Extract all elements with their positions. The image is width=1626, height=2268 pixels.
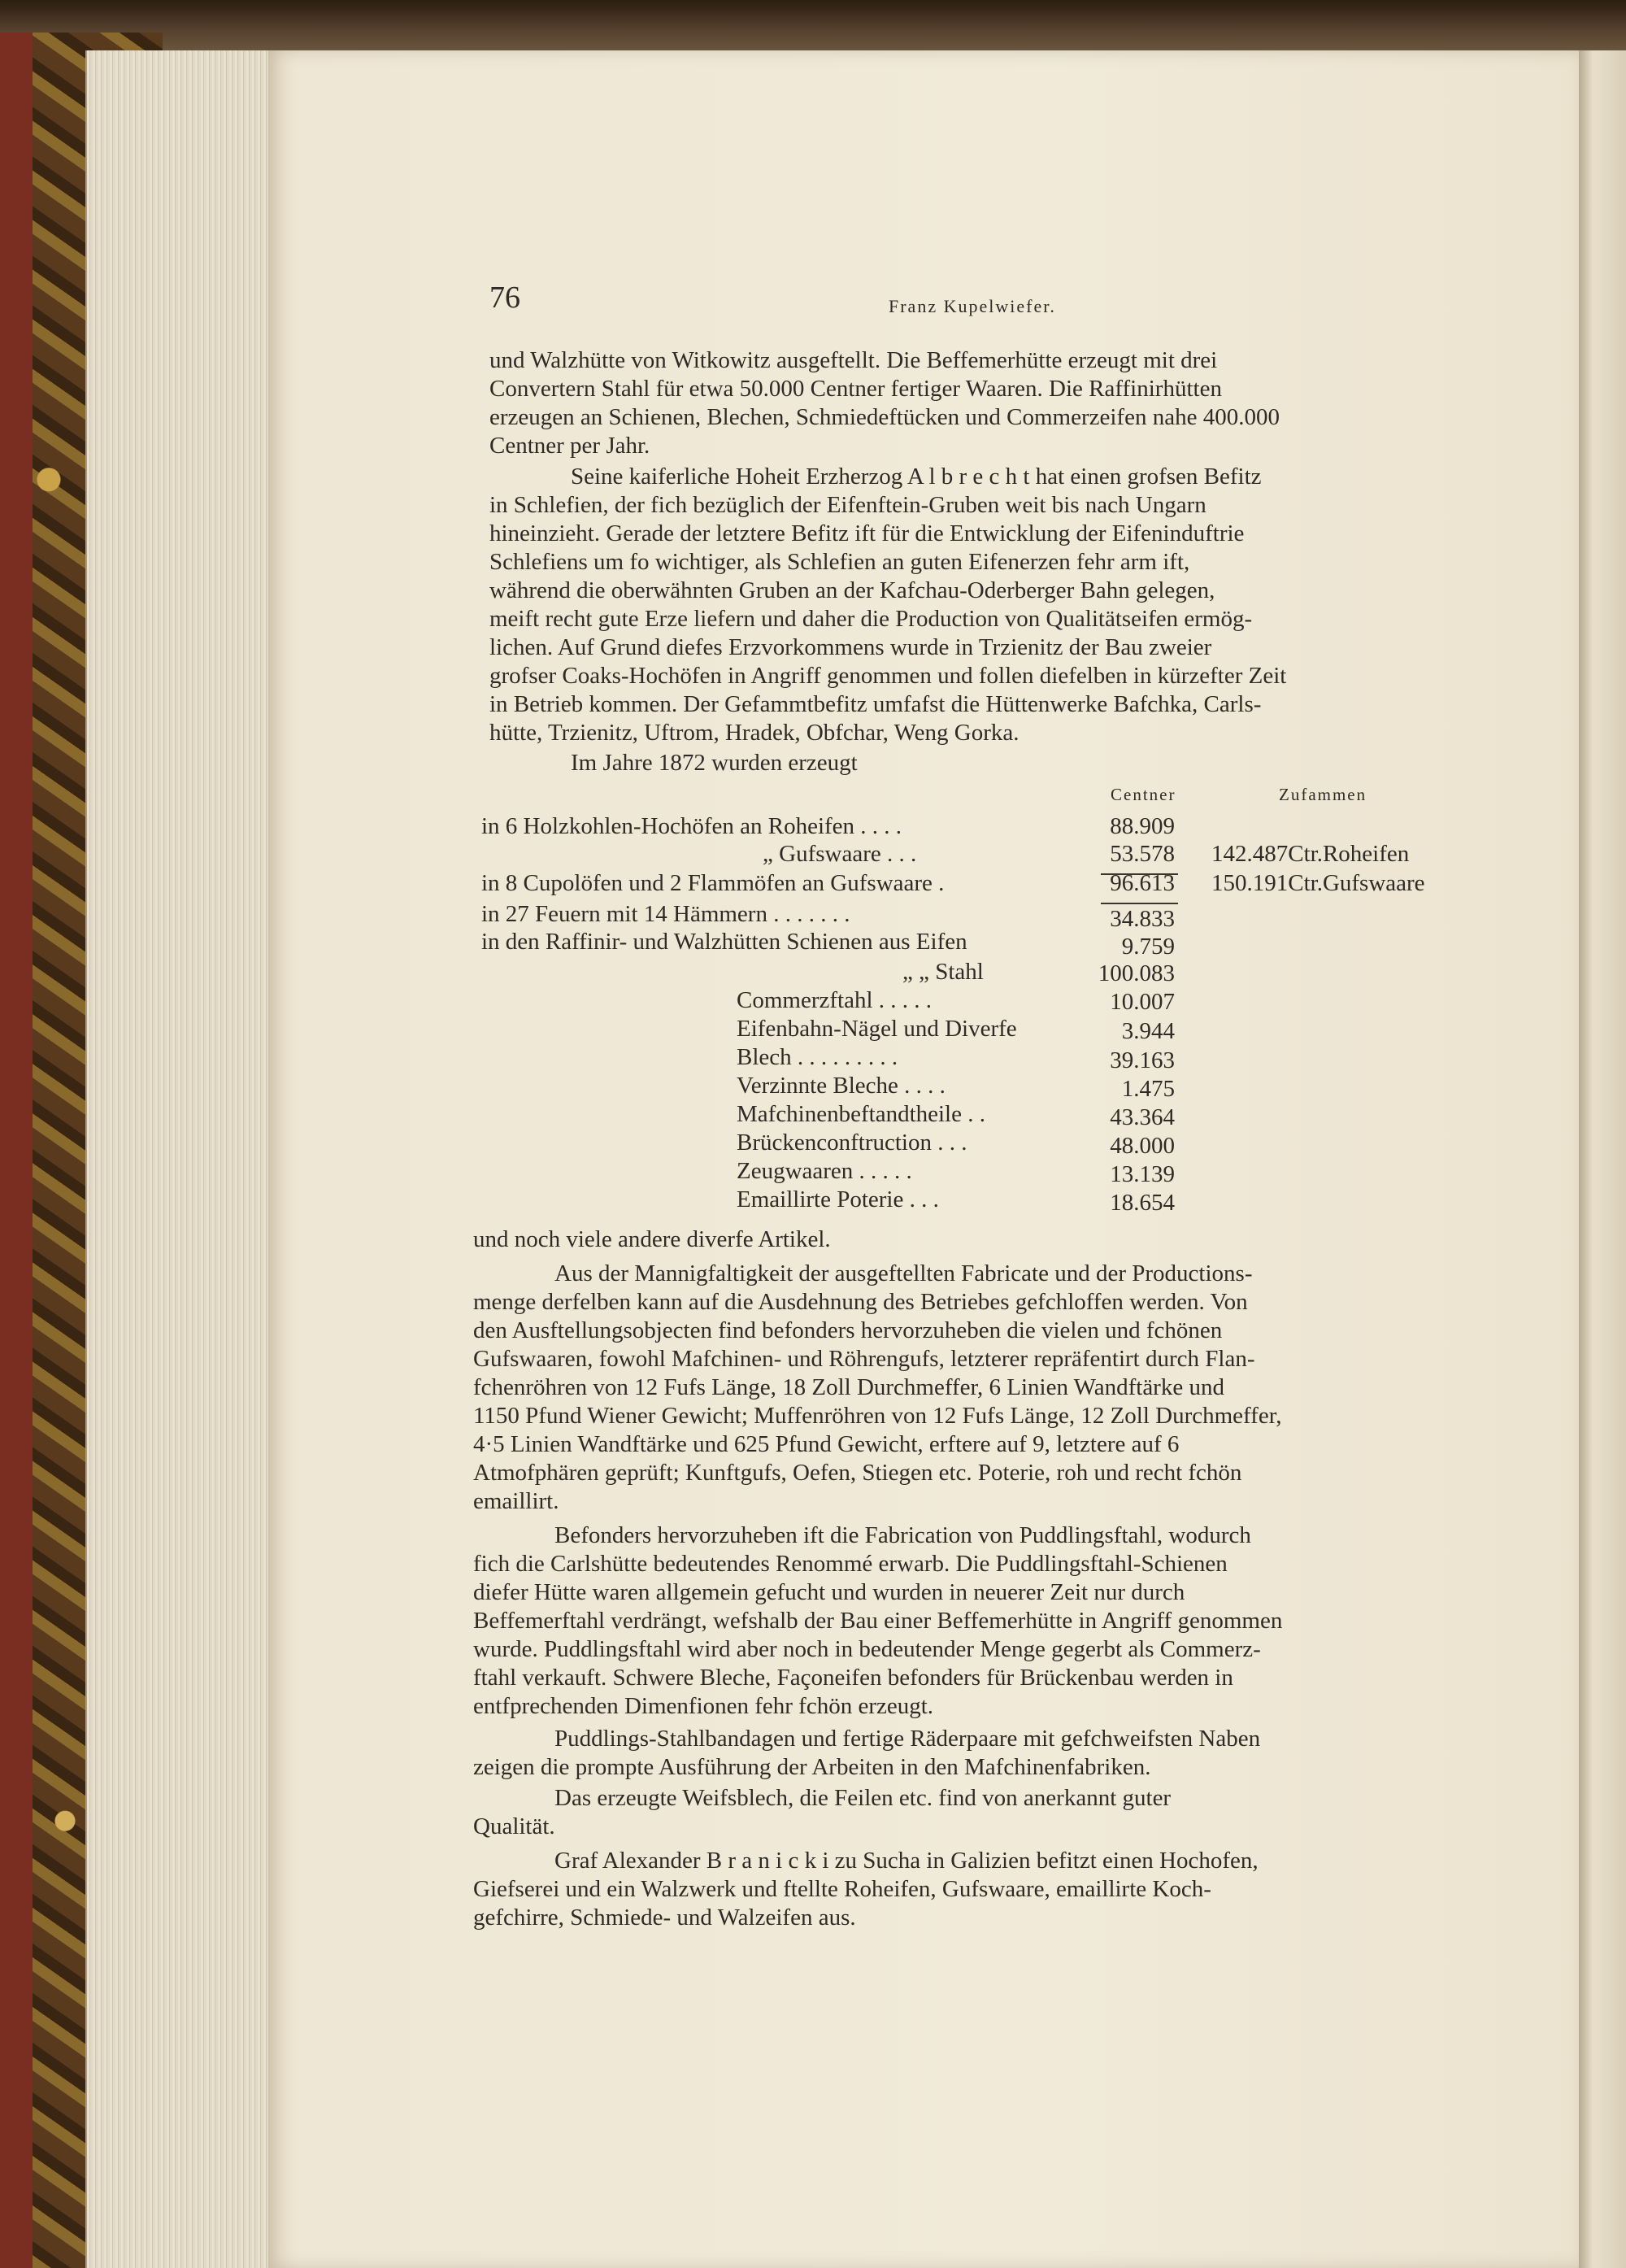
table-row-label: „ Gufswaare . . . — [763, 841, 917, 867]
text-line: Seine kaiferliche Hoheit Erzherzog A l b r e c h t hat einen grofsen Befitz — [571, 464, 1262, 490]
text-line: Convertern Stahl für etwa 50.000 Centner fertiger Waaren. Die Raffinirhütten — [489, 376, 1222, 402]
table-row-value: 13.139 — [1110, 1161, 1175, 1187]
table-row-label: Verzinnte Bleche . . . . — [737, 1073, 946, 1099]
text-line: Schlefiens um fo wichtiger, als Schlefien an guten Eifenerzen fehr arm ift, — [489, 549, 1190, 575]
column-header-zusammen: Zufammen — [1279, 785, 1367, 804]
text-line: Das erzeugte Weifsblech, die Feilen etc. find von anerkannt guter — [554, 1785, 1172, 1811]
book-spine-edge — [0, 33, 33, 2268]
table-row-total: 150.191Ctr.Gufswaare — [1211, 870, 1425, 896]
text-line: entfprechenden Dimenfionen fehr fchön erzeugt. — [473, 1693, 934, 1719]
text-line: diefer Hütte waren allgemein gefucht und wurden in neuerer Zeit nur durch — [473, 1579, 1185, 1605]
running-title: Franz Kupelwiefer. — [889, 296, 1056, 316]
table-row-value: 100.083 — [1098, 960, 1175, 986]
text-line: Aus der Mannigfaltigkeit der ausgeftellten Fabricate und der Productions- — [554, 1260, 1253, 1286]
table-row-label: in den Raffinir- und Walzhütten Schienen aus Eifen — [481, 929, 967, 955]
table-row-value: 34.833 — [1110, 906, 1175, 932]
text-line: und Walzhütte von Witkowitz ausgeftellt. Die Beffemerhütte erzeugt mit drei — [489, 347, 1218, 373]
table-row-label: Eifenbahn-Nägel und Diverfe — [737, 1016, 1017, 1042]
book-top-edge — [0, 0, 1626, 57]
text-line: lichen. Auf Grund diefes Erzvorkommens wurde in Trzienitz der Bau zweier — [489, 634, 1212, 660]
text-line: Graf Alexander B r a n i c k i zu Sucha in Galizien befitzt einen Hochofen, — [554, 1848, 1259, 1874]
text-line: Giefserei und ein Walzwerk und ftellte Roheifen, Gufswaare, emaillirte Koch- — [473, 1876, 1211, 1902]
text-line: hütte, Trzienitz, Uftrom, Hradek, Obfchar, Weng Gorka. — [489, 720, 1020, 746]
table-row-value: 96.613 — [1110, 870, 1175, 896]
table-row-value: 39.163 — [1110, 1047, 1175, 1073]
text-line: erzeugen an Schienen, Blechen, Schmiedeftücken und Commerzeifen nahe 400.000 — [489, 404, 1280, 430]
table-row-value: 10.007 — [1110, 989, 1175, 1015]
sum-rule — [1101, 903, 1178, 904]
table-row-value: 43.364 — [1110, 1104, 1175, 1130]
table-row-value: 3.944 — [1121, 1018, 1175, 1044]
table-row-label: Brückenconftruction . . . — [737, 1130, 967, 1156]
table-row-value: 48.000 — [1110, 1133, 1175, 1159]
table-row-label: Mafchinenbeftandtheile . . — [737, 1101, 985, 1127]
text-line: während die oberwähnten Gruben an der Kafchau-Oderberger Bahn gelegen, — [489, 577, 1215, 603]
text-line: Centner per Jahr. — [489, 433, 650, 459]
text-line: 1150 Pfund Wiener Gewicht; Muffenröhren von 12 Fufs Länge, 12 Zoll Durchmeffer, — [473, 1403, 1282, 1429]
table-row-value: 1.475 — [1121, 1076, 1175, 1102]
facing-page-edge — [1579, 50, 1626, 2268]
text-line: menge derfelben kann auf die Ausdehnung des Betriebes gefchloffen werden. Von — [473, 1289, 1248, 1315]
text-line: Qualität. — [473, 1813, 555, 1839]
text-line: 4·5 Linien Wandftärke und 625 Pfund Gewicht, erftere auf 9, letztere auf 6 — [473, 1431, 1180, 1457]
table-row-label: in 27 Feuern mit 14 Hämmern . . . . . . . — [481, 901, 850, 927]
table-row-label: in 8 Cupolöfen und 2 Flammöfen an Gufswaare . — [481, 870, 945, 896]
text-line: zeigen die prompte Ausführung der Arbeiten in den Mafchinenfabriken. — [473, 1754, 1151, 1780]
text-line: grofser Coaks-Hochöfen in Angriff genommen und follen diefelben in kürzefter Zeit — [489, 663, 1287, 689]
table-row-value: 9.759 — [1121, 934, 1175, 960]
after-table-line: und noch viele andere diverfe Artikel. — [473, 1226, 831, 1252]
text-line: Atmofphären geprüft; Kunftgufs, Oefen, Stiegen etc. Poterie, roh und recht fchön — [473, 1460, 1242, 1486]
text-line: emaillirt. — [473, 1488, 559, 1514]
page-number: 76 — [489, 281, 520, 315]
text-line: in Betrieb kommen. Der Gefammtbefitz umfafst die Hüttenwerke Bafchka, Carls- — [489, 691, 1262, 717]
table-row-label: Emaillirte Poterie . . . — [737, 1186, 939, 1212]
text-line: meift recht gute Erze liefern und daher die Production von Qualitätseifen ermög- — [489, 606, 1253, 632]
text-line: Befonders hervorzuheben ift die Fabrication von Puddlingsftahl, wodurch — [554, 1522, 1251, 1548]
year-line: Im Jahre 1872 wurden erzeugt — [571, 750, 858, 776]
text-line: fchenröhren von 12 Fufs Länge, 18 Zoll Durchmeffer, 6 Linien Wandftärke und — [473, 1374, 1224, 1400]
text-line: Beffemerftahl verdrängt, wefshalb der Bau einer Beffemerhütte in Angriff genommen — [473, 1608, 1283, 1634]
table-row-label: Commerzftahl . . . . . — [737, 987, 933, 1013]
text-line: den Ausftellungsobjecten find befonders hervorzuheben die vielen und fchönen — [473, 1317, 1223, 1343]
text-line: hineinzieht. Gerade der letztere Befitz ift für die Entwicklung der Eifeninduftrie — [489, 520, 1245, 546]
text-line: in Schlefien, der fich bezüglich der Eifenftein-Gruben weit bis nach Ungarn — [489, 492, 1206, 518]
table-row-label: in 6 Holzkohlen-Hochöfen an Roheifen . . . . — [481, 813, 902, 839]
table-row-label: „ „ Stahl — [902, 959, 984, 985]
column-header-centner: Centner — [1111, 785, 1176, 804]
table-row-value: 53.578 — [1110, 841, 1175, 867]
text-line: fich die Carlshütte bedeutendes Renommé erwarb. Die Puddlingsftahl-Schienen — [473, 1551, 1228, 1577]
page-stack-edge — [85, 50, 274, 2268]
table-row-label: Blech . . . . . . . . . — [737, 1044, 898, 1070]
book-page — [268, 50, 1579, 2268]
text-line: gefchirre, Schmiede- und Walzeifen aus. — [473, 1905, 856, 1931]
table-row-value: 88.909 — [1110, 813, 1175, 839]
text-line: Puddlings-Stahlbandagen und fertige Räderpaare mit gefchweifsten Naben — [554, 1726, 1261, 1752]
text-line: Gufswaaren, fowohl Mafchinen- und Röhrengufs, letzterer repräfentirt durch Flan- — [473, 1346, 1255, 1372]
table-row-label: Zeugwaaren . . . . . — [737, 1158, 912, 1184]
text-line: ftahl verkauft. Schwere Bleche, Façoneifen befonders für Brückenbau werden in — [473, 1665, 1233, 1691]
table-row-total: 142.487Ctr.Roheifen — [1211, 841, 1410, 867]
text-line: wurde. Puddlingsftahl wird aber noch in bedeutender Menge gegerbt als Commerz- — [473, 1636, 1261, 1662]
table-row-value: 18.654 — [1110, 1190, 1175, 1216]
